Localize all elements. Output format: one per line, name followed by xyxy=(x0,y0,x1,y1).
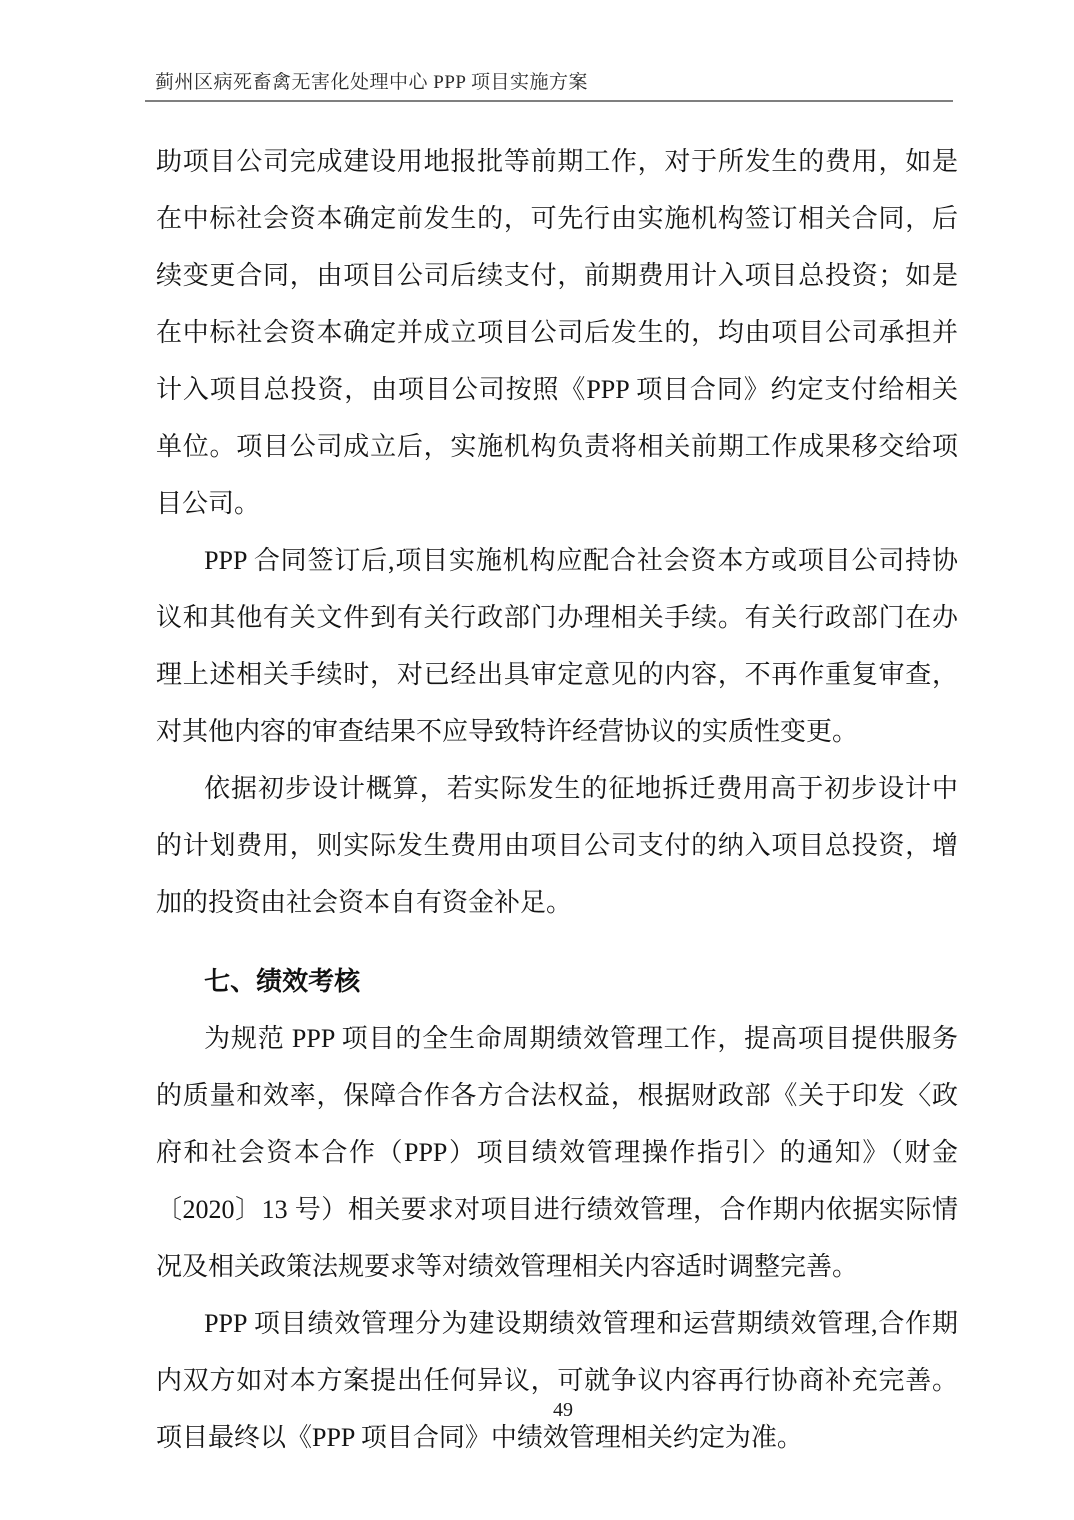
page-number: 49 xyxy=(553,1399,573,1421)
paragraph: 为规范 PPP 项目的全生命周期绩效管理工作，提高项目提供服务的质量和效率，保障合作各方合法权益，根据财政部《关于印发〈政府和社会资本合作（PPP）项目绩效管理操作指引〉的通知》（财金〔2020〕13 号）相关要求对项目进行绩效管理，合作期内依据实际情况及相关政策法规要求等对绩效管理相关内容适时调整完善。 xyxy=(156,1024,958,1281)
paragraph-continuation: 助项目公司完成建设用地报批等前期工作，对于所发生的费用，如是在中标社会资本确定前发生的，可先行由实施机构签订相关合同，后续变更合同，由项目公司后续支付，前期费用计入项目总投资；如是在中标社会资本确定并成立项目公司后发生的，均由项目公司承担并计入项目总投资，由项目公司按照《PPP 项目合同》约定支付给相关单位。项目公司成立后，实施机构负责将相关前期工作成果移交给项目公司。 xyxy=(156,147,958,518)
section-heading: 七、绩效考核 xyxy=(204,967,361,996)
page-header xyxy=(145,72,953,102)
page-footer xyxy=(0,1398,1074,1422)
paragraph: PPP 合同签订后,项目实施机构应配合社会资本方或项目公司持协议和其他有关文件到有关行政部门办理相关手续。有关行政部门在办理上述相关手续时，对已经出具审定意见的内容，不再作重复审查，对其他内容的审查结果不应导致特许经营协议的实质性变更。 xyxy=(156,546,958,746)
header-title: 蓟州区病死畜禽无害化处理中心 PPP 项目实施方案 xyxy=(155,72,588,93)
paragraph: 依据初步设计概算，若实际发生的征地拆迁费用高于初步设计中的计划费用，则实际发生费用由项目公司支付的纳入项目总投资，增加的投资由社会资本自有资金补足。 xyxy=(156,774,958,917)
document-body xyxy=(156,133,958,1466)
paragraph: PPP 项目绩效管理分为建设期绩效管理和运营期绩效管理,合作期内双方如对本方案提出任何异议，可就争议内容再行协商补充完善。项目最终以《PPP 项目合同》中绩效管理相关约定为准。 xyxy=(156,1309,958,1452)
